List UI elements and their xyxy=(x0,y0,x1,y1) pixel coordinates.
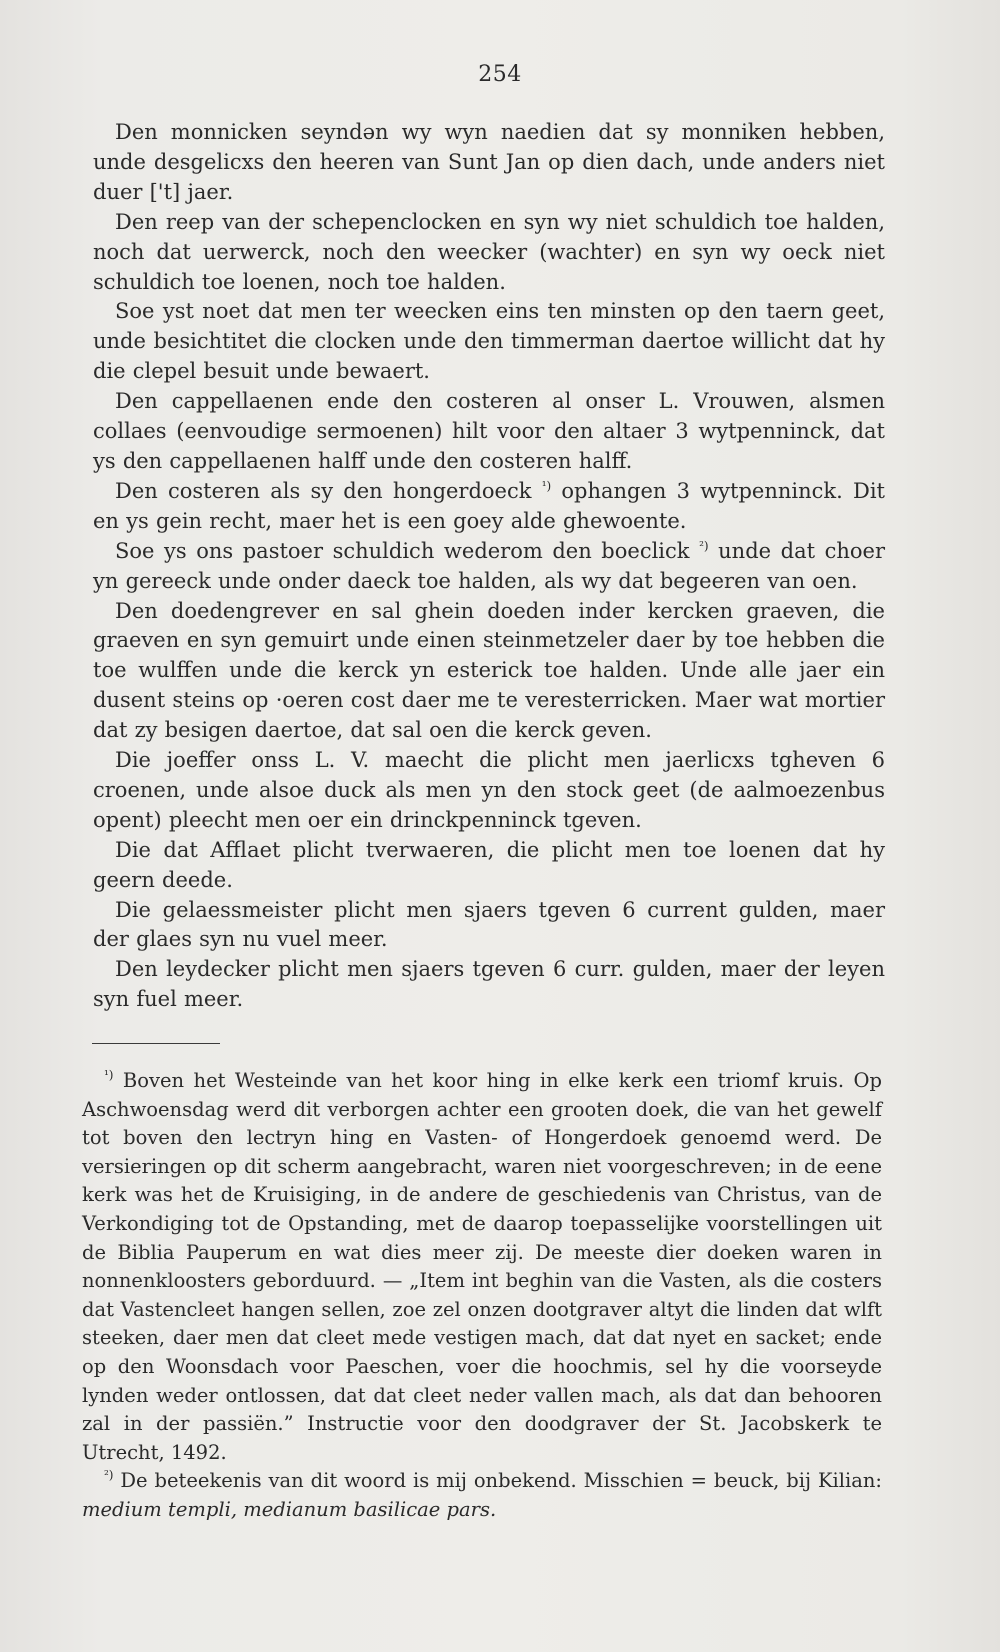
body-text xyxy=(93,118,885,1015)
footnote-ref[interactable]: ²) xyxy=(699,538,709,553)
footnote xyxy=(82,1467,882,1524)
paragraph: Den leydecker plicht men sjaers tgeven 6 curr. gulden, maer der leyen syn fuel meer. xyxy=(93,957,885,1012)
page-number: 254 xyxy=(478,62,522,87)
paragraph-text: Soe ys ons pastoer schuldich wederom den boeclick xyxy=(115,538,700,563)
paragraph: Die dat Afflaet plicht tverwaeren, die plicht men toe loenen dat hy geern deede. xyxy=(93,837,885,892)
footnote-mark: ¹) xyxy=(104,1068,114,1082)
footnote-text: De beteekenis van dit woord is mij onbekend. Misschien = beuck, bij Kilian: xyxy=(113,1469,882,1493)
paragraph: Den doedengrever en sal ghein doeden inder kercken graeven, die graeven en syn gemuirt unde einen steinmetzeler daer by toe hebben die toe wulffen unde die kerck yn esterick toe halden. Unde alle jaer ein dusent steins op ·oeren cost daer me te veresterricken. Maer wat mortier dat zy besigen daertoe, dat sal oen die kerck geven. xyxy=(93,598,885,743)
footnote xyxy=(82,1067,882,1467)
paragraph-text: ophangen 3 wytpenninck. Dit en ys gein recht, maer het is een goey alde ghewoente. xyxy=(93,478,885,533)
footnote-text: Boven het Westeinde van het koor hing in elke kerk een triomf kruis. Op Aschwoensdag werd dit verborgen achter een grooten doek, die van het gewelf tot boven den lectryn hing en Vasten- of Hongerdoek genoemd werd. De versieringen op dit scherm aangebracht, waren niet voorgeschreven; in de eene kerk was het de Kruisiging, in de andere de geschiedenis van Christus, van de Verkondiging tot de Opstanding, met de daarop toepasselijke voorstellingen uit de Biblia Pauperum en wat dies meer zij. De meeste dier doeken waren in nonnenkloosters geborduurd. — „Item int beghin van die Vasten, als die costers dat Vastencleet hangen sellen, zoe zel onzen dootgraver altyt die linden dat wlft steeken, daer men dat cleet mede vestigen mach, dat dat nyet en sacket; ende op den Woonsdach voor Paeschen, voer die hoochmis, sel hy die voorseyde lynden weder ontlossen, dat dat cleet neder vallen mach, als dat dan behooren zal in der passiën.” Instructie voor den doodgraver der St. Jacobskerk te Utrecht, 1492. xyxy=(82,1069,882,1464)
footnotes xyxy=(82,1067,882,1525)
footnote-mark: ²) xyxy=(104,1468,114,1483)
paragraph: Soe yst noet dat men ter weecken eins ten minsten op den taern geet, unde besichtitet die clocken unde den timmerman daertoe willicht dat hy die clepel besuit unde bewaert. xyxy=(93,299,885,384)
paragraph: Den cappellaenen ende den costeren al onser L. Vrouwen, alsmen collaes (eenvoudige sermoenen) hilt voor den altaer 3 wytpenninck, dat ys den cappellaenen halff unde den costeren halff. xyxy=(93,389,885,473)
paragraph-text: unde dat choer yn gereeck unde onder daeck toe halden, als wy dat begeeren van oen. xyxy=(93,538,885,593)
paragraph: Den reep van der schepenclocken en syn wy niet schuldich toe halden, noch dat uerwerck, noch den weecker (wachter) en syn wy oeck niet schuldich toe loenen, noch toe halden. xyxy=(93,209,885,294)
paragraph: Die joeffer onss L. V. maecht die plicht men jaerlicxs tgheven 6 croenen, unde alsoe duck als men yn den stock geet (de aalmoezenbus opent) pleecht men oer ein drinckpenninck tgeven. xyxy=(93,748,885,832)
footnote-divider xyxy=(92,1043,220,1044)
footnote-ref[interactable]: ¹) xyxy=(541,478,552,493)
paragraph xyxy=(93,537,885,597)
paragraph-text: Den costeren als sy den hongerdoeck xyxy=(115,478,542,503)
paragraph: Den monnicken seyndən wy wyn naedien dat sy monniken hebben, unde desgelicxs den heeren van Sunt Jan op dien dach, unde anders niet duer ['t] jaer. xyxy=(93,120,885,204)
paragraph: Die gelaessmeister plicht men sjaers tgeven 6 current gulden, maer der glaes syn nu vuel meer. xyxy=(93,897,885,952)
footnote-italic-text: medium templi, medianum basilicae pars. xyxy=(82,1497,497,1521)
paragraph xyxy=(93,477,885,537)
